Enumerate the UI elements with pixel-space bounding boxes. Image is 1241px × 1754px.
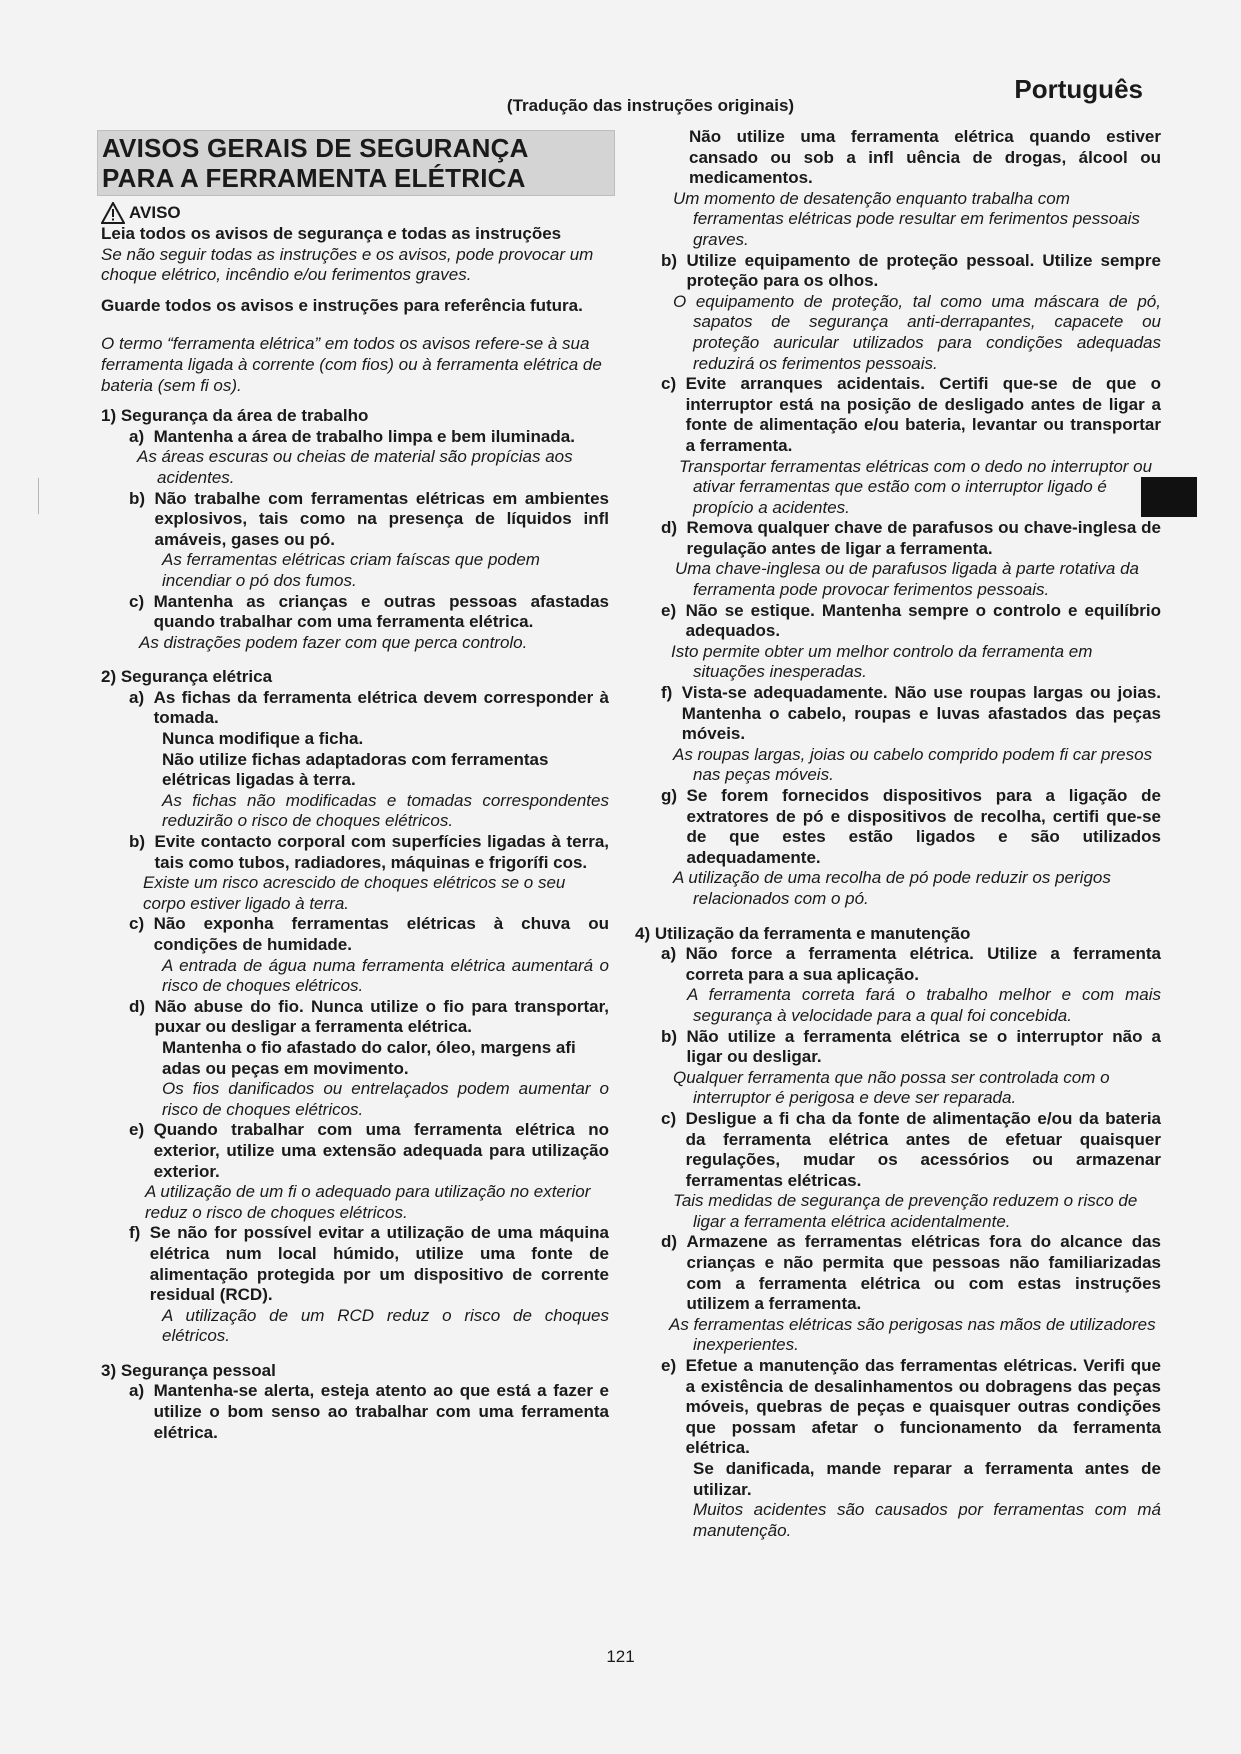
item-text: Evite contacto corporal com superfícies ligadas à terra, tais como tubos, radiadores, máquinas e frigorífi cos. <box>154 832 609 872</box>
read-all-instruction: Leia todos os avisos de segurança e todas as instruções <box>101 224 562 243</box>
warning-label: AVISO <box>129 202 181 222</box>
item-marker: b) <box>129 832 146 852</box>
s2-item-a-text-2: Nunca modifique a ficha. <box>162 729 364 749</box>
s2-item-d-text-2: Mantenha o fio afastado do calor, óleo, margens afi adas ou peças em movimento. <box>162 1037 576 1078</box>
item-marker: b) <box>661 1026 678 1046</box>
s4-item-d <box>635 1232 1161 1314</box>
item-marker: d) <box>129 996 146 1016</box>
s3-item-a-note: Um momento de desatenção enquanto trabalha com ferramentas elétricas pode resultar em ferimentos pessoais graves. <box>673 188 1140 249</box>
s4-item-c <box>635 1109 1161 1191</box>
s3-item-c-note: Transportar ferramentas elétricas com o dedo no interruptor ou ativar ferramentas que estão com o interruptor ligado é propício a acidentes. <box>679 456 1153 517</box>
s3-item-a-text-2: Não utilize uma ferramenta elétrica quando estiver cansado ou sob a infl uência de drogas, álcool ou medicamentos. <box>689 127 1161 188</box>
section-3-heading: 3) Segurança pessoal <box>101 1360 276 1380</box>
s4-item-a-note: A ferramenta correta fará o trabalho melhor e com mais segurança à velocidade para a qual foi concebida. <box>687 985 1161 1025</box>
warning-heading <box>101 202 609 224</box>
s3-item-g <box>635 786 1161 868</box>
item-marker: c) <box>129 591 145 611</box>
item-marker: e) <box>661 600 677 620</box>
s2-item-e-note: A utilização de um fi o adequado para utilização no exterior reduz o risco de choques elétricos. <box>145 1182 591 1222</box>
s2-item-d <box>101 997 609 1038</box>
s3-item-c <box>635 374 1161 456</box>
item-marker: a) <box>129 1381 145 1401</box>
warning-triangle-icon <box>101 202 125 224</box>
item-text: Remova qualquer chave de parafusos ou chave-inglesa de regulação antes de ligar a ferramenta. <box>686 518 1161 558</box>
s2-item-a <box>101 688 609 729</box>
s1-item-c <box>101 592 609 633</box>
item-marker: b) <box>661 250 678 270</box>
s3-item-f <box>635 683 1161 745</box>
s2-item-b-note: Existe um risco acrescido de choques elétricos se o seu corpo estiver ligado à terra. <box>143 873 566 913</box>
s4-item-a <box>635 944 1161 985</box>
item-marker: a) <box>129 426 145 446</box>
section-title-banner <box>97 130 615 196</box>
item-text: As fichas da ferramenta elétrica devem corresponder à tomada. <box>153 687 609 728</box>
page-number: 121 <box>606 1647 635 1666</box>
s2-item-f <box>101 1223 609 1305</box>
item-text: Não force a ferramenta elétrica. Utilize a ferramenta correta para a sua aplicação. <box>685 944 1161 984</box>
item-text: Mantenha a área de trabalho limpa e bem iluminada. <box>153 426 575 446</box>
term-definition: O termo “ferramenta elétrica” em todos os avisos refere-se à sua ferramenta ligada à corrente (com fios) ou à ferramenta elétrica de bateria (sem fi os). <box>101 334 602 395</box>
s3-item-e-note: Isto permite obter um melhor controlo da ferramenta em situações inesperadas. <box>671 641 1093 682</box>
s2-item-f-note: A utilização de um RCD reduz o risco de choques elétricos. <box>162 1305 609 1346</box>
section-2-heading: 2) Segurança elétrica <box>101 667 273 687</box>
item-marker: c) <box>661 1108 677 1128</box>
s3-item-b <box>635 251 1161 292</box>
item-text: Utilize equipamento de proteção pessoal. Utilize sempre proteção para os olhos. <box>686 250 1161 291</box>
item-marker: e) <box>129 1120 145 1140</box>
s2-item-a-text-3: Não utilize fichas adaptadoras com ferramentas elétricas ligadas à terra. <box>162 749 549 790</box>
item-text: Não abuse do fio. Nunca utilize o fio para transportar, puxar ou desligar a ferramenta elétrica. <box>154 996 609 1037</box>
item-text: Mantenha as crianças e outras pessoas afastadas quando trabalhar com uma ferramenta elétrica. <box>153 591 609 632</box>
item-marker: b) <box>129 488 146 508</box>
item-text: Se não for possível evitar a utilização de uma máquina elétrica num local húmido, utilize uma fonte de alimentação protegida por um dispositivo de corrente residual (RCD). <box>149 1223 609 1305</box>
item-marker: a) <box>661 944 677 964</box>
s1-item-b-note: As ferramentas elétricas criam faíscas que podem incendiar o pó dos fumos. <box>162 550 540 590</box>
s2-item-c-note: A entrada de água numa ferramenta elétrica aumentará o risco de choques elétricos. <box>162 955 609 996</box>
item-text: Desligue a fi cha da fonte de alimentação e/ou da bateria da ferramenta elétrica antes de efetuar quaisquer regulações, mudar os acessórios ou armazenar ferramentas elétricas. <box>685 1108 1161 1190</box>
s1-item-c-note: As distrações podem fazer com que perca controlo. <box>139 632 528 652</box>
item-text: Não utilize a ferramenta elétrica se o interruptor não a ligar ou desligar. <box>686 1026 1161 1067</box>
s3-item-f-note: As roupas largas, joias ou cabelo comprido podem fi car presos nas peças móveis. <box>673 744 1153 785</box>
item-marker: c) <box>661 374 677 394</box>
s1-item-a <box>101 427 609 448</box>
read-all-note: Se não seguir todas as instruções e os avisos, pode provocar um choque elétrico, incêndio e/ou ferimentos graves. <box>101 244 594 285</box>
translation-subtitle: (Tradução das instruções originais) <box>506 96 795 115</box>
item-marker: d) <box>661 1232 678 1252</box>
s2-item-d-note: Os fios danificados ou entrelaçados podem aumentar o risco de choques elétricos. <box>162 1079 609 1119</box>
s4-item-e-note: Muitos acidentes são causados por ferramentas com má manutenção. <box>693 1500 1161 1540</box>
title-line-2: PARA A FERRAMENTA ELÉTRICA <box>102 163 526 193</box>
s2-item-c <box>101 914 609 955</box>
s3-item-d-note: Uma chave-inglesa ou de parafusos ligada à parte rotativa da ferramenta pode provocar ferimentos pessoais. <box>675 559 1140 600</box>
item-marker: d) <box>661 518 678 538</box>
s2-item-b <box>101 832 609 873</box>
s3-item-g-note: A utilização de uma recolha de pó pode reduzir os perigos relacionados com o pó. <box>673 868 1111 908</box>
item-marker: c) <box>129 914 145 934</box>
s4-item-b <box>635 1027 1161 1068</box>
s2-item-e <box>101 1120 609 1182</box>
language-label: Português <box>1014 74 1143 104</box>
item-marker: a) <box>129 687 145 707</box>
s4-item-b-note: Qualquer ferramenta que não possa ser controlada com o interruptor é perigosa e deve ser reparada. <box>673 1067 1110 1108</box>
s4-item-e-text-2: Se danificada, mande reparar a ferramenta antes de utilizar. <box>693 1459 1161 1499</box>
s2-item-a-note: As fichas não modificadas e tomadas correspondentes reduzirão o risco de choques elétricos. <box>162 790 609 831</box>
margin-mark <box>38 478 39 514</box>
item-text: Efetue a manutenção das ferramentas elétricas. Verifi que a existência de desalinhamentos ou dobragens das peças móveis, quebras de peças e quaisquer outras condições que possam afetar o funcionamento da ferramenta elétrica. <box>685 1356 1161 1458</box>
s4-item-d-note: As ferramentas elétricas são perigosas nas mãos de utilizadores inexperientes. <box>669 1314 1156 1355</box>
item-text: Mantenha-se alerta, esteja atento ao que está a fazer e utilize o bom senso ao trabalhar com uma ferramenta elétrica. <box>153 1381 609 1442</box>
item-marker: f) <box>129 1223 141 1243</box>
s1-item-a-note: As áreas escuras ou cheias de material são propícias aos acidentes. <box>137 447 573 487</box>
item-text: Não se estique. Mantenha sempre o controlo e equilíbrio adequados. <box>685 600 1161 641</box>
item-text: Armazene as ferramentas elétricas fora do alcance das crianças e não permita que pessoas não familiarizadas com a ferramenta elétrica ou com estas instruções utilizem a ferramenta. <box>686 1232 1161 1314</box>
item-marker: f) <box>661 683 673 703</box>
right-column <box>635 127 1161 1541</box>
s4-item-c-note: Tais medidas de segurança de prevenção reduzem o risco de ligar a ferramenta elétrica acidentalmente. <box>673 1191 1138 1231</box>
section-4-heading: 4) Utilização da ferramenta e manutenção <box>635 923 971 943</box>
item-marker: g) <box>661 786 678 805</box>
title-line-1: AVISOS GERAIS DE SEGURANÇA <box>102 133 529 163</box>
item-text: Vista-se adequadamente. Não use roupas largas ou joias. Mantenha o cabelo, roupas e luvas afastados das peças móveis. <box>681 683 1161 744</box>
left-column <box>101 130 609 1443</box>
s4-item-e <box>635 1356 1161 1459</box>
item-text: Não exponha ferramentas elétricas à chuva ou condições de humidade. <box>153 914 609 954</box>
item-text: Evite arranques acidentais. Certifi que-se de que o interruptor está na posição de desligado antes de ligar a fonte de alimentação e/ou bateria, levantar ou transportar a ferramenta. <box>685 374 1161 455</box>
keep-instruction: Guarde todos os avisos e instruções para referência futura. <box>101 295 583 315</box>
s1-item-b <box>101 489 609 551</box>
section-1-heading: 1) Segurança da área de trabalho <box>101 406 369 426</box>
item-text: Se forem fornecidos dispositivos para a ligação de extratores de pó e dispositivos de recolha, certifi que-se de que estes estão ligados e são utilizados adequadamente. <box>686 786 1161 867</box>
item-text: Quando trabalhar com uma ferramenta elétrica no exterior, utilize uma extensão adequada para utilização exterior. <box>153 1120 609 1181</box>
item-text: Não trabalhe com ferramentas elétricas em ambientes explosivos, tais como na presença de líquidos infl amáveis, gases ou pó. <box>154 488 609 549</box>
item-marker: e) <box>661 1356 677 1376</box>
s3-item-d <box>635 518 1161 559</box>
s3-item-a <box>101 1381 609 1443</box>
s3-item-b-note: O equipamento de proteção, tal como uma máscara de pó, sapatos de segurança anti-derrapantes, capacete ou proteção auricular utilizados para condições adequadas reduzirá os ferimentos pessoais. <box>673 291 1161 373</box>
s3-item-e <box>635 601 1161 642</box>
